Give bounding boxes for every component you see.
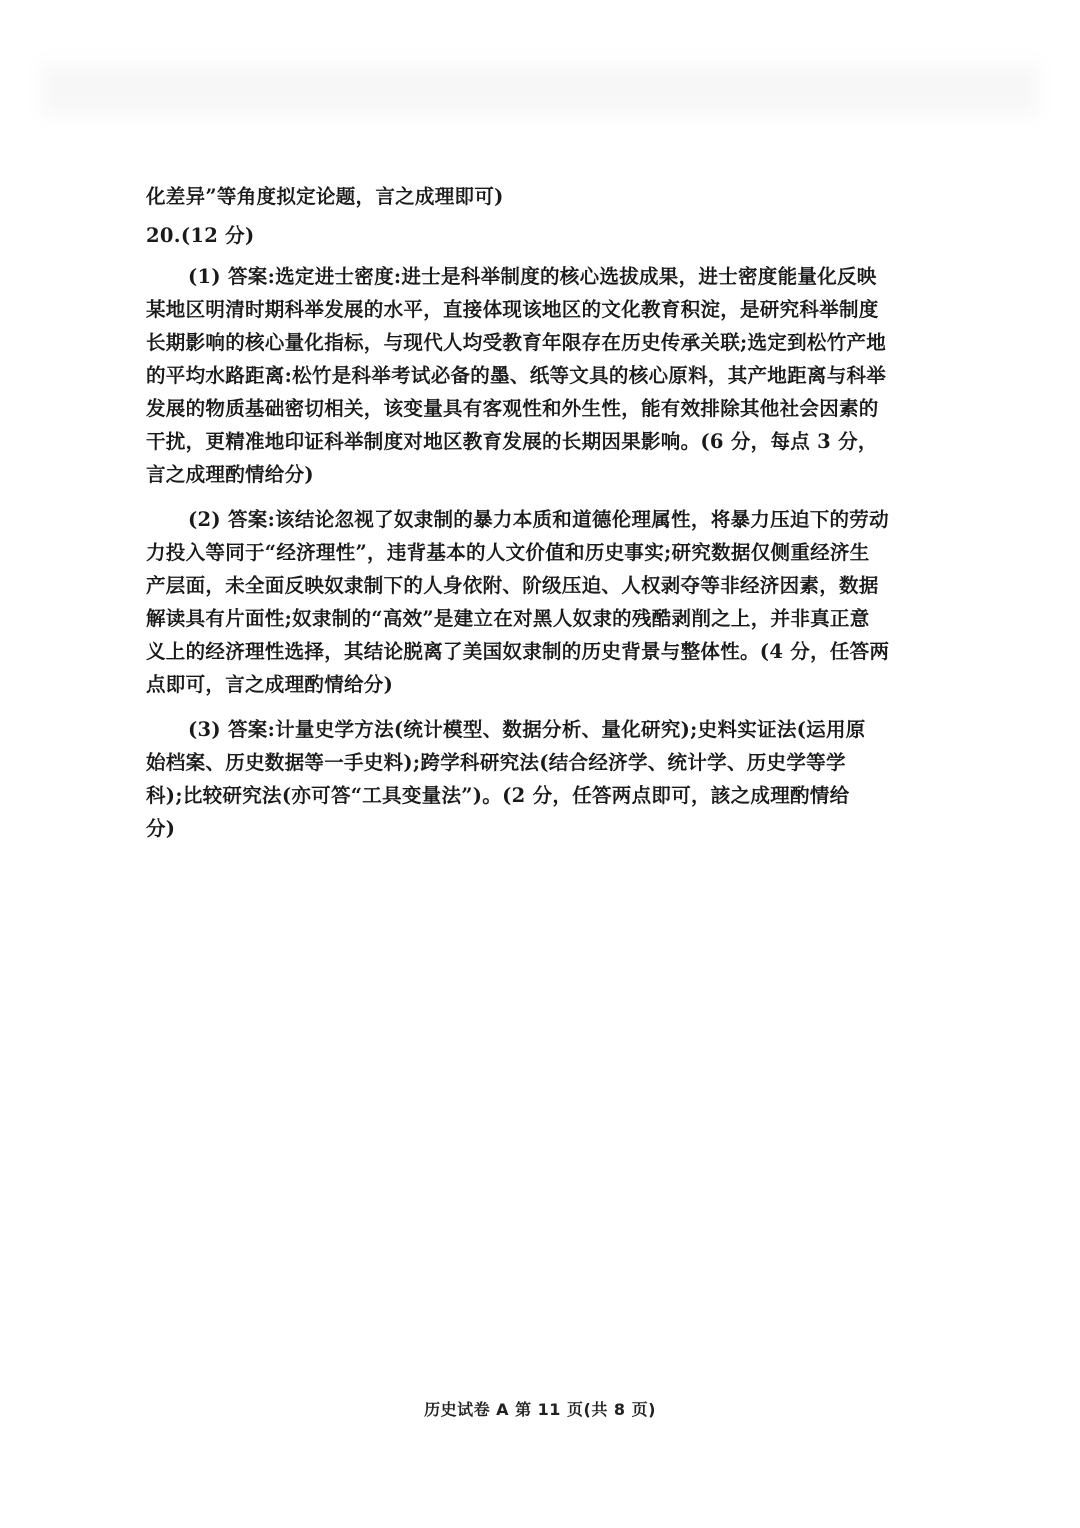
part1-line: 言之成理酌情给分) xyxy=(146,463,314,486)
part3-line: 始档案、历史数据等一手史料);跨学科研究法(结合经济学、统计学、历史学等学 xyxy=(146,751,846,774)
question-20-header: 20.(12 分) xyxy=(146,224,255,247)
part3-line: 分) xyxy=(146,817,176,840)
part1-line: 干扰，更精准地印证科举制度对地区教育发展的长期因果影响。(6 分，每点 3 分， xyxy=(146,430,878,453)
part3-line: 科);比较研究法(亦可答“工具变量法”)。(2 分，任答两点即可，該之成理酌情给 xyxy=(146,784,850,807)
scan-shading xyxy=(40,60,1040,120)
part1-line: (1) 答案:选定进士密度:进士是科举制度的核心选拔成果，进士密度能量化反映 xyxy=(188,265,877,288)
part2-line: 力投入等同于“经济理性”，违背基本的人文价值和历史事实;研究数据仅侧重经济生 xyxy=(146,541,870,564)
part2-line: 解读具有片面性;奴隶制的“高效”是建立在对黑人奴隶的残酷剥削之上，并非真正意 xyxy=(146,607,870,630)
part2-line: 点即可，言之成理酌情给分) xyxy=(146,673,394,696)
carry-over-line: 化差异”等角度拟定论题，言之成理即可) xyxy=(146,185,504,208)
answer-part-1 xyxy=(146,260,928,491)
answer-content xyxy=(146,180,928,845)
part2-line: 义上的经济理性选择，其结论脱离了美国奴隶制的历史背景与整体性。(4 分，任答两 xyxy=(146,640,890,663)
page-footer: 历史试卷 A 第 11 页(共 8 页) xyxy=(424,1400,656,1419)
part1-line: 发展的物质基础密切相关，该变量具有客观性和外生性，能有效排除其他社会因素的 xyxy=(146,397,879,420)
answer-part-2 xyxy=(146,503,928,701)
part1-line: 的平均水路距离:松竹是科举考试必备的墨、纸等文具的核心原料，其产地距离与科举 xyxy=(146,364,887,387)
part1-line: 某地区明清时期科举发展的水平，直接体现该地区的文化教育积淀，是研究科举制度 xyxy=(146,298,879,321)
part1-line: 长期影响的核心量化指标，与现代人均受教育年限存在历史传承关联;选定到松竹产地 xyxy=(146,331,887,354)
part2-line: (2) 答案:该结论忽视了奴隶制的暴力本质和道德伦理属性，将暴力压迫下的劳动 xyxy=(188,508,889,531)
part2-line: 产层面，未全面反映奴隶制下的人身依附、阶级压迫、人权剥夺等非经济因素，数据 xyxy=(146,574,879,597)
answer-part-3 xyxy=(146,713,928,845)
part3-line: (3) 答案:计量史学方法(统计模型、数据分析、量化研究);史料实证法(运用原 xyxy=(188,718,866,741)
